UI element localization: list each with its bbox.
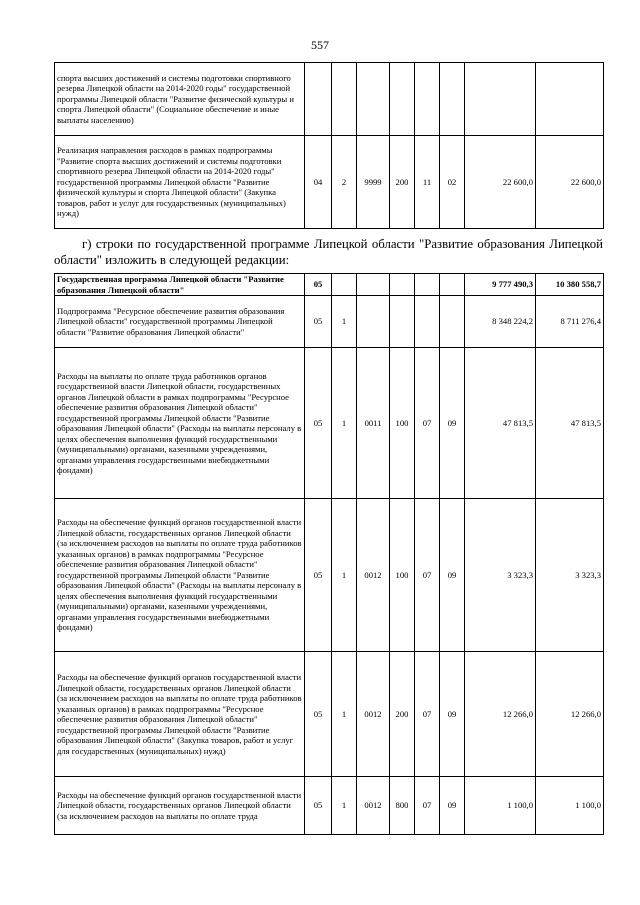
expense-type-code	[390, 63, 415, 136]
subsection-code: 09	[440, 499, 465, 652]
amount-year-2	[536, 63, 604, 136]
program-code	[332, 274, 357, 296]
row-description: Государственная программа Липецкой области "Развитие образования Липецкой области"	[55, 274, 305, 296]
item-code: 0012	[357, 499, 390, 652]
subsection-code: 09	[440, 348, 465, 499]
section-code: 07	[415, 652, 440, 777]
item-code	[357, 296, 390, 348]
amount-year-1: 9 777 490,3	[465, 274, 536, 296]
amount-year-1	[465, 63, 536, 136]
item-code	[357, 274, 390, 296]
row-description: спорта высших достижений и системы подготовки спортивного резерва Липецкой области на 2014-2020 годы" государственной программы Липецкой области "Развитие физической культуры и спорта Липецкой области" (Социальное обеспечение и иные выплаты населению)	[55, 63, 305, 136]
row-description: Расходы на выплаты по оплате труда работников органов государственной власти Липецкой области, государственных органов Липецкой области в рамках подпрограммы "Ресурсное обеспечение развития образования Липецкой области" государственной программы Липецкой области "Развитие образования Липецкой области" (Расходы на выплаты персоналу в целях обеспечения выполнения функций государственными (муниципальными) органами, казенными учреждениями, органами управления государственными внебюджетными фондами)	[55, 348, 305, 499]
table-row	[55, 652, 604, 777]
subsection-code	[440, 296, 465, 348]
amount-year-2: 3 323,3	[536, 499, 604, 652]
amount-year-2: 10 380 558,7	[536, 274, 604, 296]
item-code	[357, 63, 390, 136]
row-description: Реализация направления расходов в рамках подпрограммы "Развитие спорта высших достижений и системы подготовки спортивного резерва Липецкой области на 2014-2020 годы" государственной программы Липецкой области "Развитие физической культуры и спорта Липецкой области" (Закупка товаров, работ и услуг для государственных (муниципальных) нужд)	[55, 136, 305, 229]
amount-year-1: 1 100,0	[465, 777, 536, 835]
subsection-code: 09	[440, 652, 465, 777]
ministry-code: 05	[305, 296, 332, 348]
row-description: Расходы на обеспечение функций органов государственной власти Липецкой области, государственных органов Липецкой области (за исключением расходов на выплаты по оплате труда работников указанных органов) в рамках подпрограммы "Ресурсное обеспечение развития образования Липецкой области" государственной программы Липецкой области "Развитие образования Липецкой области" (Закупка товаров, работ и услуг для государственных (муниципальных) нужд)	[55, 652, 305, 777]
table-row	[55, 296, 604, 348]
program-code: 2	[332, 136, 357, 229]
program-code: 1	[332, 499, 357, 652]
subsection-code	[440, 274, 465, 296]
program-code: 1	[332, 777, 357, 835]
expense-type-code: 200	[390, 652, 415, 777]
section-code	[415, 296, 440, 348]
section-code: 07	[415, 499, 440, 652]
amount-year-2: 8 711 276,4	[536, 296, 604, 348]
table-row	[55, 136, 604, 229]
row-description: Расходы на обеспечение функций органов государственной власти Липецкой области, государственных органов Липецкой области (за исключением расходов на выплаты по оплате труда	[55, 777, 305, 835]
expense-type-code: 100	[390, 499, 415, 652]
section-code	[415, 274, 440, 296]
program-code	[332, 63, 357, 136]
ministry-code: 05	[305, 652, 332, 777]
item-code: 0012	[357, 777, 390, 835]
ministry-code: 05	[305, 348, 332, 499]
section-paragraph: г) строки по государственной программе Липецкой области "Развитие образования Липецкой области" изложить в следующей редакции:	[54, 237, 603, 267]
amount-year-2: 47 813,5	[536, 348, 604, 499]
section-code	[415, 63, 440, 136]
subsection-code	[440, 63, 465, 136]
program-code: 1	[332, 296, 357, 348]
ministry-code: 05	[305, 777, 332, 835]
budget-table-continued	[54, 62, 604, 229]
section-code: 11	[415, 136, 440, 229]
ministry-code: 04	[305, 136, 332, 229]
expense-type-code	[390, 274, 415, 296]
page-number: 557	[311, 38, 329, 52]
table-row-program-total	[55, 274, 604, 296]
amount-year-1: 12 266,0	[465, 652, 536, 777]
ministry-code: 05	[305, 499, 332, 652]
table-row	[55, 499, 604, 652]
amount-year-2: 1 100,0	[536, 777, 604, 835]
program-code: 1	[332, 348, 357, 499]
subsection-code: 02	[440, 136, 465, 229]
ministry-code: 05	[305, 274, 332, 296]
expense-type-code: 800	[390, 777, 415, 835]
row-description: Расходы на обеспечение функций органов государственной власти Липецкой области, государственных органов Липецкой области (за исключением расходов на выплаты по оплате труда работников указанных органов) в рамках подпрограммы "Ресурсное обеспечение развития образования Липецкой области" государственной программы Липецкой области "Развитие образования Липецкой области" (Расходы на выплаты персоналу в целях обеспечения выполнения функций государственными (муниципальными) органами, казенными учреждениями, органами управления государственными внебюджетными фондами)	[55, 499, 305, 652]
section-code: 07	[415, 348, 440, 499]
amount-year-2: 22 600,0	[536, 136, 604, 229]
expense-type-code	[390, 296, 415, 348]
amount-year-1: 8 348 224,2	[465, 296, 536, 348]
education-program-table	[54, 273, 604, 835]
ministry-code	[305, 63, 332, 136]
expense-type-code: 200	[390, 136, 415, 229]
section-code: 07	[415, 777, 440, 835]
item-code: 9999	[357, 136, 390, 229]
amount-year-1: 47 813,5	[465, 348, 536, 499]
table-row	[55, 777, 604, 835]
amount-year-1: 3 323,3	[465, 499, 536, 652]
row-description: Подпрограмма "Ресурсное обеспечение развития образования Липецкой области" государственной программы Липецкой области "Развитие образования Липецкой области"	[55, 296, 305, 348]
expense-type-code: 100	[390, 348, 415, 499]
item-code: 0012	[357, 652, 390, 777]
amount-year-2: 12 266,0	[536, 652, 604, 777]
amount-year-1: 22 600,0	[465, 136, 536, 229]
table-row	[55, 63, 604, 136]
item-code: 0011	[357, 348, 390, 499]
table-row	[55, 348, 604, 499]
subsection-code: 09	[440, 777, 465, 835]
program-code: 1	[332, 652, 357, 777]
